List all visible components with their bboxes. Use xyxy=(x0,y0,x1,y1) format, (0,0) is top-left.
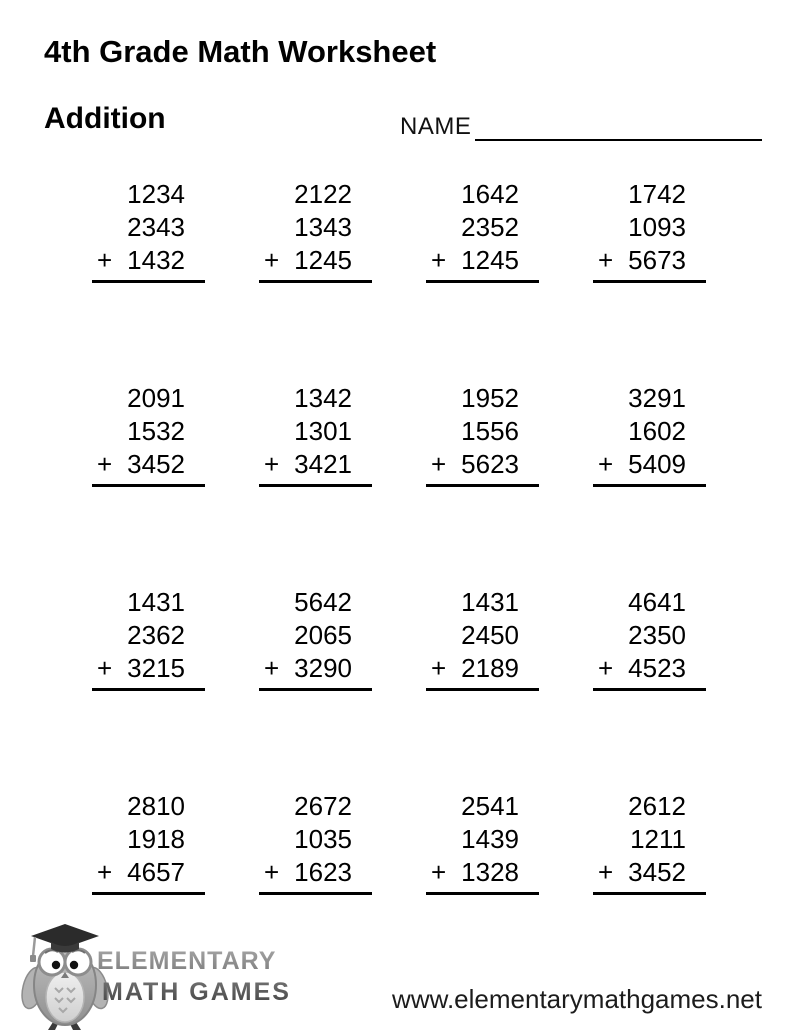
addend: 1918 xyxy=(127,824,185,854)
name-row xyxy=(400,113,762,141)
answer-line xyxy=(92,688,205,691)
addend: 3290 xyxy=(294,653,352,683)
answer-line xyxy=(259,280,372,283)
addend: 1245 xyxy=(461,245,519,275)
answer-line xyxy=(426,280,539,283)
addend: 3452 xyxy=(628,857,686,887)
addend: 1245 xyxy=(294,245,352,275)
addend: 2122 xyxy=(294,179,352,209)
addend: 2091 xyxy=(127,383,185,413)
answer-line xyxy=(92,892,205,895)
addend: 1742 xyxy=(628,179,686,209)
plus-sign: + xyxy=(431,449,447,479)
plus-row xyxy=(426,448,539,481)
addition-problem-12 xyxy=(593,586,706,691)
plus-sign: + xyxy=(598,245,614,275)
plus-sign: + xyxy=(97,653,113,683)
addition-problem-2 xyxy=(259,178,372,283)
addition-problem-15 xyxy=(426,790,539,895)
plus-row xyxy=(426,652,539,685)
plus-row xyxy=(92,856,205,889)
addend: 4641 xyxy=(628,587,686,617)
addend: 2612 xyxy=(628,791,686,821)
plus-sign: + xyxy=(264,653,280,683)
addend: 1093 xyxy=(628,212,686,242)
addend: 5623 xyxy=(461,449,519,479)
addend: 1234 xyxy=(127,179,185,209)
addend: 2810 xyxy=(127,791,185,821)
addend: 1431 xyxy=(127,587,185,617)
addend: 1556 xyxy=(461,416,519,446)
logo-text-line2: MATH GAMES xyxy=(102,978,291,1006)
addend: 1211 xyxy=(630,824,686,854)
plus-sign: + xyxy=(598,653,614,683)
addition-problem-3 xyxy=(426,178,539,283)
addend: 1342 xyxy=(294,383,352,413)
addend: 5642 xyxy=(294,587,352,617)
plus-row xyxy=(259,448,372,481)
addend: 1343 xyxy=(294,212,352,242)
answer-line xyxy=(593,280,706,283)
plus-row xyxy=(259,856,372,889)
answer-line xyxy=(426,892,539,895)
addend: 1301 xyxy=(294,416,352,446)
addition-problem-6 xyxy=(259,382,372,487)
answer-line xyxy=(259,484,372,487)
plus-sign: + xyxy=(264,857,280,887)
problems-grid xyxy=(92,178,706,895)
addition-problem-1 xyxy=(92,178,205,283)
addend: 1431 xyxy=(461,587,519,617)
answer-line xyxy=(593,892,706,895)
addend: 5673 xyxy=(628,245,686,275)
plus-sign: + xyxy=(431,857,447,887)
plus-sign: + xyxy=(598,449,614,479)
addend: 2065 xyxy=(294,620,352,650)
addend: 1439 xyxy=(461,824,519,854)
addition-problem-16 xyxy=(593,790,706,895)
answer-line xyxy=(426,484,539,487)
answer-line xyxy=(259,688,372,691)
addition-problem-10 xyxy=(259,586,372,691)
answer-line xyxy=(593,484,706,487)
addend: 3421 xyxy=(294,449,352,479)
addend: 1602 xyxy=(628,416,686,446)
addend: 2350 xyxy=(628,620,686,650)
addend: 3215 xyxy=(127,653,185,683)
answer-line xyxy=(259,892,372,895)
addend: 1328 xyxy=(461,857,519,887)
addition-problem-14 xyxy=(259,790,372,895)
addend: 2352 xyxy=(461,212,519,242)
addend: 2362 xyxy=(127,620,185,650)
addend: 1623 xyxy=(294,857,352,887)
plus-sign: + xyxy=(264,449,280,479)
plus-row xyxy=(593,448,706,481)
addend: 4523 xyxy=(628,653,686,683)
addend: 2672 xyxy=(294,791,352,821)
plus-sign: + xyxy=(264,245,280,275)
addend: 1035 xyxy=(294,824,352,854)
addend: 2450 xyxy=(461,620,519,650)
plus-row xyxy=(426,244,539,277)
plus-row xyxy=(593,244,706,277)
answer-line xyxy=(92,484,205,487)
addition-problem-7 xyxy=(426,382,539,487)
answer-line xyxy=(593,688,706,691)
addend: 2189 xyxy=(461,653,519,683)
addition-problem-8 xyxy=(593,382,706,487)
plus-sign: + xyxy=(598,857,614,887)
addend: 3291 xyxy=(628,383,686,413)
addend: 1432 xyxy=(127,245,185,275)
logo-text-line1: ELEMENTARY xyxy=(97,947,277,975)
addition-problem-13 xyxy=(92,790,205,895)
plus-row xyxy=(426,856,539,889)
name-label: NAME xyxy=(400,113,472,140)
plus-sign: + xyxy=(431,245,447,275)
addition-problem-4 xyxy=(593,178,706,283)
addition-problem-5 xyxy=(92,382,205,487)
addend: 2343 xyxy=(127,212,185,242)
logo-wordmark xyxy=(97,946,291,1008)
page-title: 4th Grade Math Worksheet xyxy=(44,34,437,69)
plus-row xyxy=(92,448,205,481)
plus-row xyxy=(593,856,706,889)
plus-row xyxy=(593,652,706,685)
answer-line xyxy=(426,688,539,691)
name-blank-line xyxy=(475,115,762,141)
plus-sign: + xyxy=(97,449,113,479)
plus-sign: + xyxy=(97,857,113,887)
plus-row xyxy=(92,652,205,685)
addend: 1532 xyxy=(127,416,185,446)
footer xyxy=(0,918,800,1035)
plus-sign: + xyxy=(97,245,113,275)
plus-row xyxy=(259,244,372,277)
plus-sign: + xyxy=(431,653,447,683)
section-label: Addition xyxy=(44,102,166,135)
plus-row xyxy=(259,652,372,685)
addend: 2541 xyxy=(461,791,519,821)
addend: 4657 xyxy=(127,857,185,887)
addend: 5409 xyxy=(628,449,686,479)
addend: 1642 xyxy=(461,179,519,209)
addend: 3452 xyxy=(127,449,185,479)
answer-line xyxy=(92,280,205,283)
addition-problem-9 xyxy=(92,586,205,691)
plus-row xyxy=(92,244,205,277)
website-url: www.elementarymathgames.net xyxy=(392,984,762,1014)
addition-problem-11 xyxy=(426,586,539,691)
addend: 1952 xyxy=(461,383,519,413)
